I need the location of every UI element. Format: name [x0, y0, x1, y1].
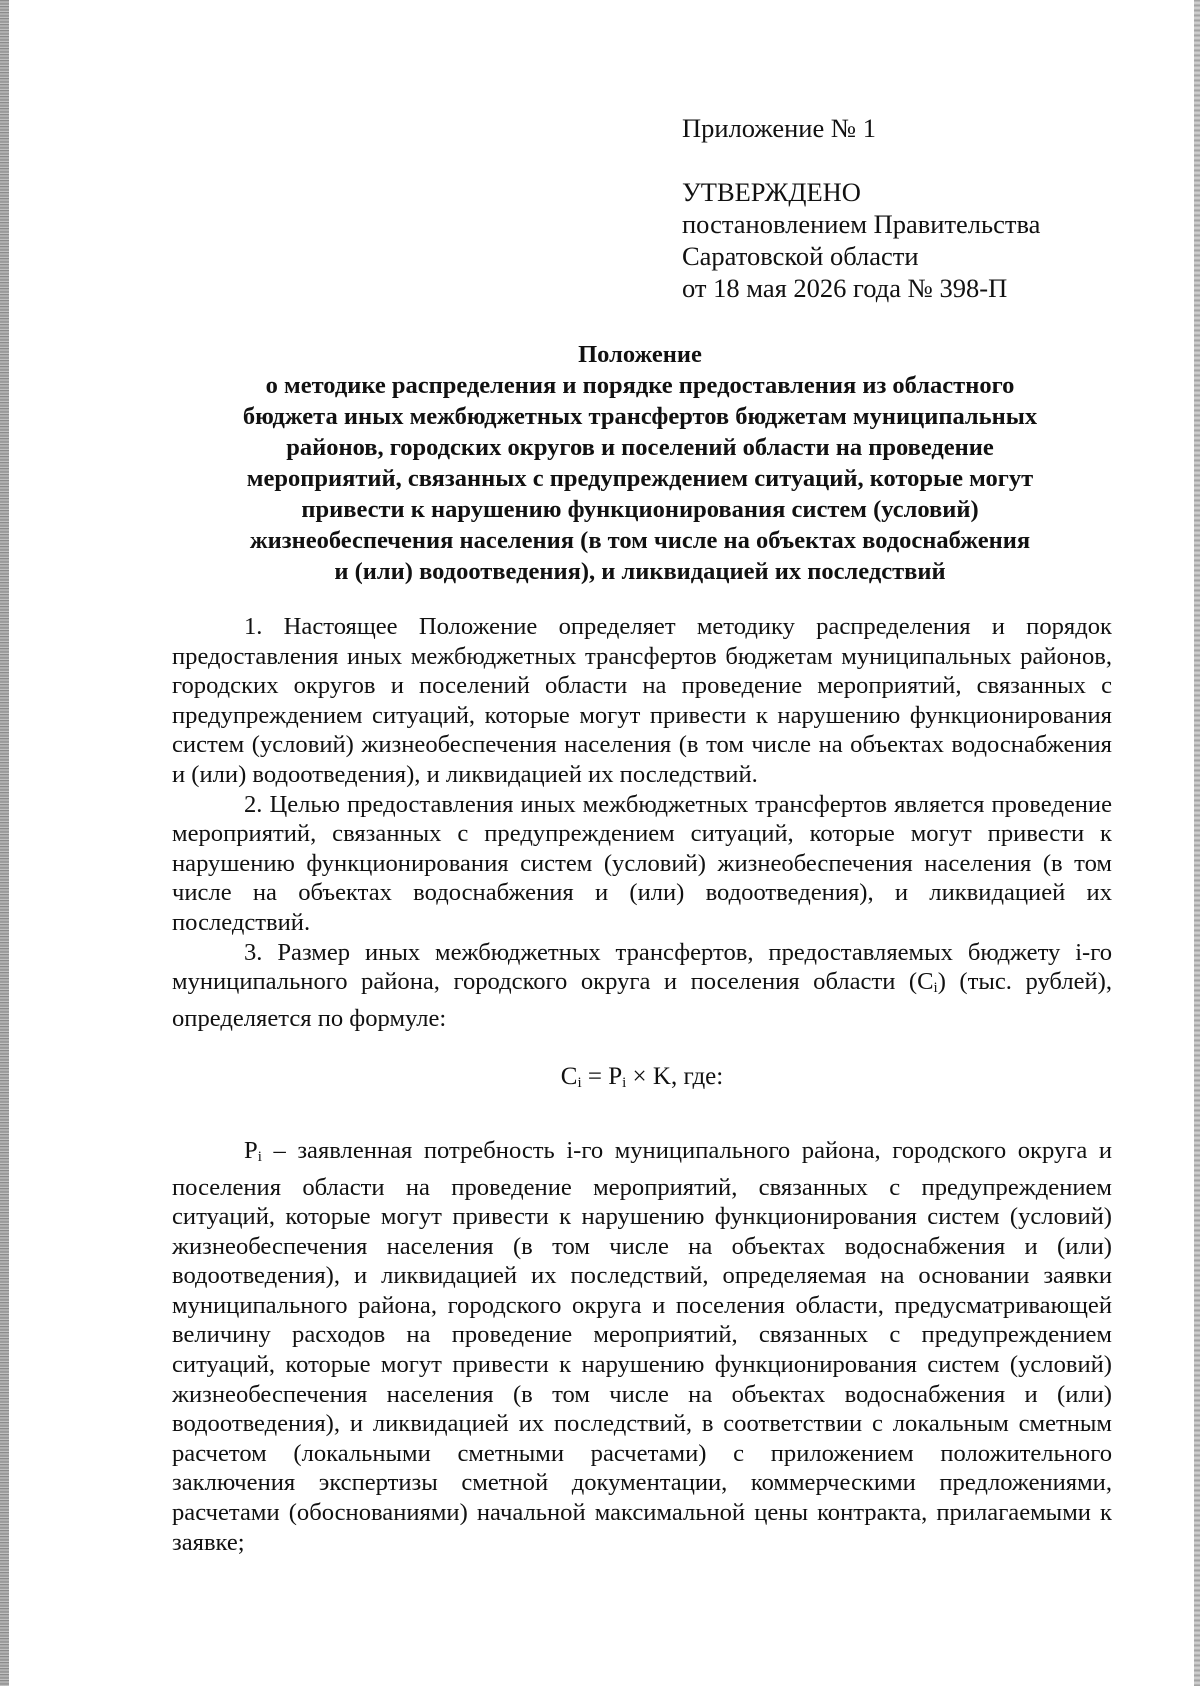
- approval-line-3: от 18 мая 2026 года № 398-П: [682, 273, 1008, 303]
- formula-rest: × K, где:: [626, 1063, 724, 1091]
- approved-stamp: УТВЕРЖДЕНО: [682, 177, 861, 207]
- paragraph-4: [172, 1136, 1112, 1557]
- formula: [172, 1062, 1112, 1099]
- paragraph-2: 2. Целью предоставления иных межбюджетных трансфертов является проведение мероприятий, связанных с предупреждением ситуаций, которые могут привести к нарушению функционирования систем (условий) жизнеобеспечения населения (в том числе на объектах водоснабжения и (или) водоотведения), и ликвидацией их последствий.: [172, 790, 1112, 936]
- title-line: бюджета иных межбюджетных трансфертов бюджетам муниципальных: [242, 403, 1038, 430]
- paragraph-3-tail: ) (тыс. рублей), определяется по формуле:: [172, 968, 1113, 1032]
- annex-number: Приложение № 1: [682, 113, 877, 143]
- formula-c: C: [560, 1063, 578, 1091]
- title-line: о методике распределения и порядке предоставления из областного: [265, 372, 1015, 399]
- paragraph-4-text: – заявленная потребность i-го муниципального района, городского округа и поселения области на проведение мероприятий, связанных с предупреждением ситуаций, которые могут привести к нарушению функционирования систем (условий) жизнеобеспечения населения (в том числе на объектах водоснабжения и (или) водоотведения), и ликвидацией их последствий, определяемая на основании заявки муниципального района, городского округа и поселения области, предусматривающей величину расходов на проведение мероприятий, связанных с предупреждением ситуаций, которые могут привести к нарушению функционирования систем (условий) жизнеобеспечения населения (в том числе на объектах водоснабжения и (или) водоотведения), и ликвидацией их последствий, в соответствии с локальным сметным расчетом (локальными сметными расчетами) с приложением положительного заключения экспертизы сметной документации, коммерческими предложениями, расчетами (обоснованиями) начальной максимальной цены контракта, прилагаемыми к заявке;: [172, 1136, 1112, 1556]
- formula-sub-c: i: [577, 1075, 582, 1092]
- approval-block: [682, 112, 1040, 304]
- title-line: жизнеобеспечения населения (в том числе на объектах водоснабжения: [249, 527, 1031, 554]
- title-heading: Положение: [578, 341, 702, 368]
- pi-symbol: P: [244, 1136, 258, 1164]
- approval-line-1: постановлением Правительства: [682, 209, 1041, 239]
- title-line: привести к нарушению функционирования систем (условий): [301, 496, 979, 523]
- title-line: и (или) водоотведения), и ликвидацией их последствий: [334, 558, 946, 585]
- paragraph-3: [172, 938, 1112, 1034]
- title-line: мероприятий, связанных с предупреждением ситуаций, которые могут: [246, 465, 1034, 492]
- document-body: [172, 612, 1112, 1557]
- formula-sub-p: i: [622, 1075, 627, 1092]
- paragraph-1: 1. Настоящее Положение определяет методику распределения и порядок предоставления иных межбюджетных трансфертов бюджетам муниципальных районов, городских округов и поселений области на проведение мероприятий, связанных с предупреждением ситуаций, которые могут привести к нарушению функционирования систем (условий) жизнеобеспечения населения (в том числе на объектах водоснабжения и (или) водоотведения), и ликвидацией их последствий.: [172, 613, 1112, 788]
- paragraph-3-text: 3. Размер иных межбюджетных трансфертов, предоставляемых бюджету i-го муниципального района, городского округа и поселения области (C: [172, 938, 1112, 996]
- formula-eq: = P: [581, 1063, 623, 1091]
- approval-line-2: Саратовской области: [682, 241, 919, 271]
- pi-subscript: i: [257, 1148, 262, 1165]
- title-line: районов, городских округов и поселений области на проведение: [286, 434, 994, 461]
- document-title: [150, 339, 1130, 587]
- subscript-i: i: [933, 980, 938, 997]
